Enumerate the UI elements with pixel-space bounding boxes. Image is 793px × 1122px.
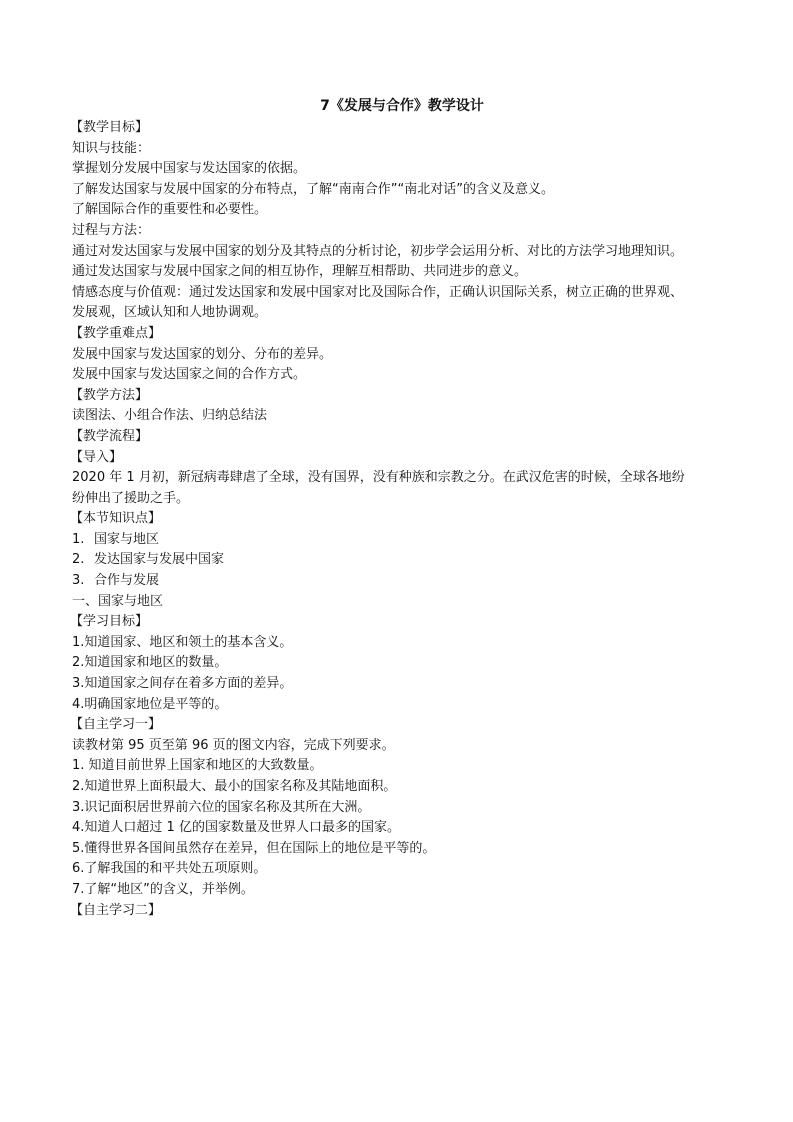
text-line: 2020 年 1 月初，新冠病毒肆虐了全球，没有国界，没有种族和宗教之分。在武汉危害的时候，全球各地纷 xyxy=(72,470,685,486)
subheading-process-methods: 过程与方法： xyxy=(72,222,151,238)
list-number: 1. xyxy=(72,531,85,547)
section-heading-methods: 【教学方法】 xyxy=(70,387,149,403)
text-line: 读图法、小组合作法、归纳总结法 xyxy=(72,408,268,424)
text-line: 2.知道国家和地区的数量。 xyxy=(72,655,228,671)
text-line: 纷伸出了援助之手。 xyxy=(72,490,190,506)
text-line: 7.了解“地区”的含义，并举例。 xyxy=(72,881,254,897)
knowledge-point-item xyxy=(72,571,732,592)
document-title: 7《发展与合作》教学设计 xyxy=(320,98,484,114)
knowledge-point-item xyxy=(72,550,732,571)
section-heading-key-points: 【教学重难点】 xyxy=(70,325,162,341)
section-heading-learning-goals: 【学习目标】 xyxy=(70,614,149,630)
knowledge-point-item xyxy=(72,530,732,551)
text-line: 3.知道国家之间存在着多方面的差异。 xyxy=(72,676,293,692)
section-heading-self-study-1: 【自主学习一】 xyxy=(70,717,162,733)
text-line: 6.了解我国的和平共处五项原则。 xyxy=(72,861,267,877)
section-heading-process: 【教学流程】 xyxy=(70,428,149,444)
subheading-knowledge-skills: 知识与技能： xyxy=(72,140,151,156)
text-line: 了解国际合作的重要性和必要性。 xyxy=(72,202,268,218)
text-line: 1.知道国家、地区和领土的基本含义。 xyxy=(72,634,293,650)
list-text: 合作与发展 xyxy=(94,573,160,589)
text-line: 2.知道世界上面积最大、最小的国家名称及其陆地面积。 xyxy=(72,779,397,794)
section-heading-intro: 【导入】 xyxy=(70,449,123,465)
text-line: 通过发达国家与发展中国家之间的相互协作，理解互相帮助、共同进步的意义。 xyxy=(72,264,528,280)
section-heading-self-study-2: 【自主学习二】 xyxy=(70,902,162,918)
text-line: 1. 知道目前世界上国家和地区的大致数量。 xyxy=(72,758,323,774)
list-number: 2. xyxy=(72,552,85,568)
text-line: 情感态度与价值观：通过发达国家和发展中国家对比及国际合作，正确认识国际关系，树立正确的世界观、 xyxy=(72,284,684,300)
text-line: 读教材第 95 页至第 96 页的图文内容，完成下列要求。 xyxy=(72,737,395,753)
text-line: 通过对发达国家与发展中国家的划分及其特点的分析讨论，初步学会运用分析、对比的方法学习地理知识。 xyxy=(72,243,684,259)
list-number: 3. xyxy=(72,573,85,589)
section-heading-knowledge-points: 【本节知识点】 xyxy=(70,511,162,527)
list-text: 发达国家与发展中国家 xyxy=(94,552,225,568)
text-line: 发展观，区域认知和人地协调观。 xyxy=(72,305,268,321)
text-line: 发展中国家与发达国家的划分、分布的差异。 xyxy=(72,346,333,362)
text-line: 3.识记面积居世界前六位的国家名称及其所在大洲。 xyxy=(72,799,371,815)
text-line: 发展中国家与发达国家之间的合作方式。 xyxy=(72,367,307,383)
text-line: 5.懂得世界各国间虽然存在差异，但在国际上的地位是平等的。 xyxy=(72,840,436,856)
list-text: 国家与地区 xyxy=(94,531,160,547)
text-line: 4.知道人口超过 1 亿的国家数量及世界人口最多的国家。 xyxy=(72,820,400,836)
text-line: 4.明确国家地位是平等的。 xyxy=(72,696,228,712)
section-heading-countries-regions: 一、国家与地区 xyxy=(72,593,164,609)
document-content xyxy=(72,96,732,921)
text-line: 了解发达国家与发展中国家的分布特点，了解“南南合作”“南北对话”的含义及意义。 xyxy=(72,181,554,197)
section-heading-objectives: 【教学目标】 xyxy=(70,120,149,135)
text-line: 掌握划分发展中国家与发达国家的依据。 xyxy=(72,161,307,177)
